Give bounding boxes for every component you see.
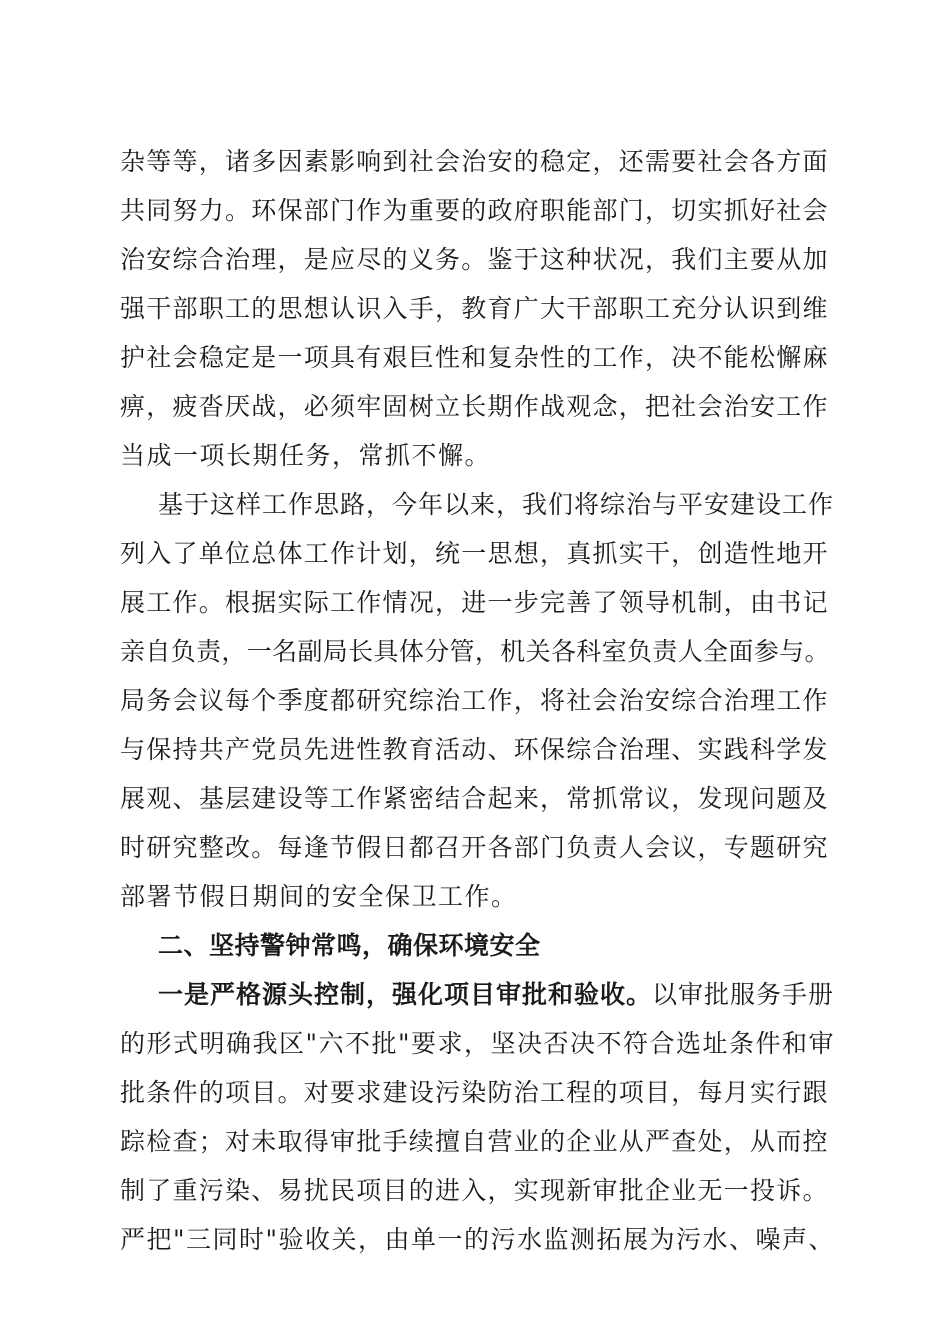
- body-text-line: 强干部职工的思想认识入手，教育广大干部职工充分认识到维: [120, 294, 829, 323]
- body-text-line: 杂等等，诸多因素影响到社会治安的稳定，还需要社会各方面: [120, 147, 829, 176]
- body-text-line: 时研究整改。每逢节假日都召开各部门负责人会议，专题研究: [120, 833, 829, 862]
- section-heading: 二、坚持警钟常鸣，确保环境安全: [158, 931, 541, 960]
- body-text-line: 基于这样工作思路，今年以来，我们将综治与平安建设工作: [158, 490, 835, 519]
- body-text-line: 严把"三同时"验收关，由单一的污水监测拓展为污水、噪声、: [120, 1225, 836, 1254]
- body-text-line: 当成一项长期任务，常抓不懈。: [120, 441, 492, 470]
- body-text-line: 踪检查；对未取得审批手续擅自营业的企业从严查处，从而控: [120, 1127, 829, 1156]
- body-text-line: 部署节假日期间的安全保卫工作。: [120, 882, 518, 911]
- body-text-line: 治安综合治理，是应尽的义务。鉴于这种状况，我们主要从加: [120, 245, 829, 274]
- body-text-line: 展观、基层建设等工作紧密结合起来，常抓常议，发现问题及: [120, 784, 829, 813]
- body-text-line: 批条件的项目。对要求建设污染防治工程的项目，每月实行跟: [120, 1078, 829, 1107]
- paragraph-lead: 一是严格源头控制，强化项目审批和验收。: [158, 980, 653, 1009]
- body-text-line: 展工作。根据实际工作情况，进一步完善了领导机制，由书记: [120, 588, 829, 617]
- body-text-line: 制了重污染、易扰民项目的进入，实现新审批企业无一投诉。: [120, 1176, 829, 1205]
- body-text-line: 共同努力。环保部门作为重要的政府职能部门，切实抓好社会: [120, 196, 829, 225]
- body-text-line: [158, 980, 834, 1010]
- body-text-line: 列入了单位总体工作计划，统一思想，真抓实干，创造性地开: [120, 539, 829, 568]
- body-text-line: 的形式明确我区"六不批"要求，坚决否决不符合选址条件和审: [120, 1029, 836, 1058]
- paragraph-lead-rest: 以审批服务手册: [652, 980, 835, 1009]
- body-text-line: 局务会议每个季度都研究综治工作，将社会治安综合治理工作: [120, 686, 829, 715]
- body-text-line: 与保持共产党员先进性教育活动、环保综合治理、实践科学发: [120, 735, 829, 764]
- body-text-line: 痹，疲沓厌战，必须牢固树立长期作战观念，把社会治安工作: [120, 392, 829, 421]
- body-text-line: 护社会稳定是一项具有艰巨性和复杂性的工作，决不能松懈麻: [120, 343, 829, 372]
- body-text-line: 亲自负责，一名副局长具体分管，机关各科室负责人全面参与。: [120, 637, 830, 666]
